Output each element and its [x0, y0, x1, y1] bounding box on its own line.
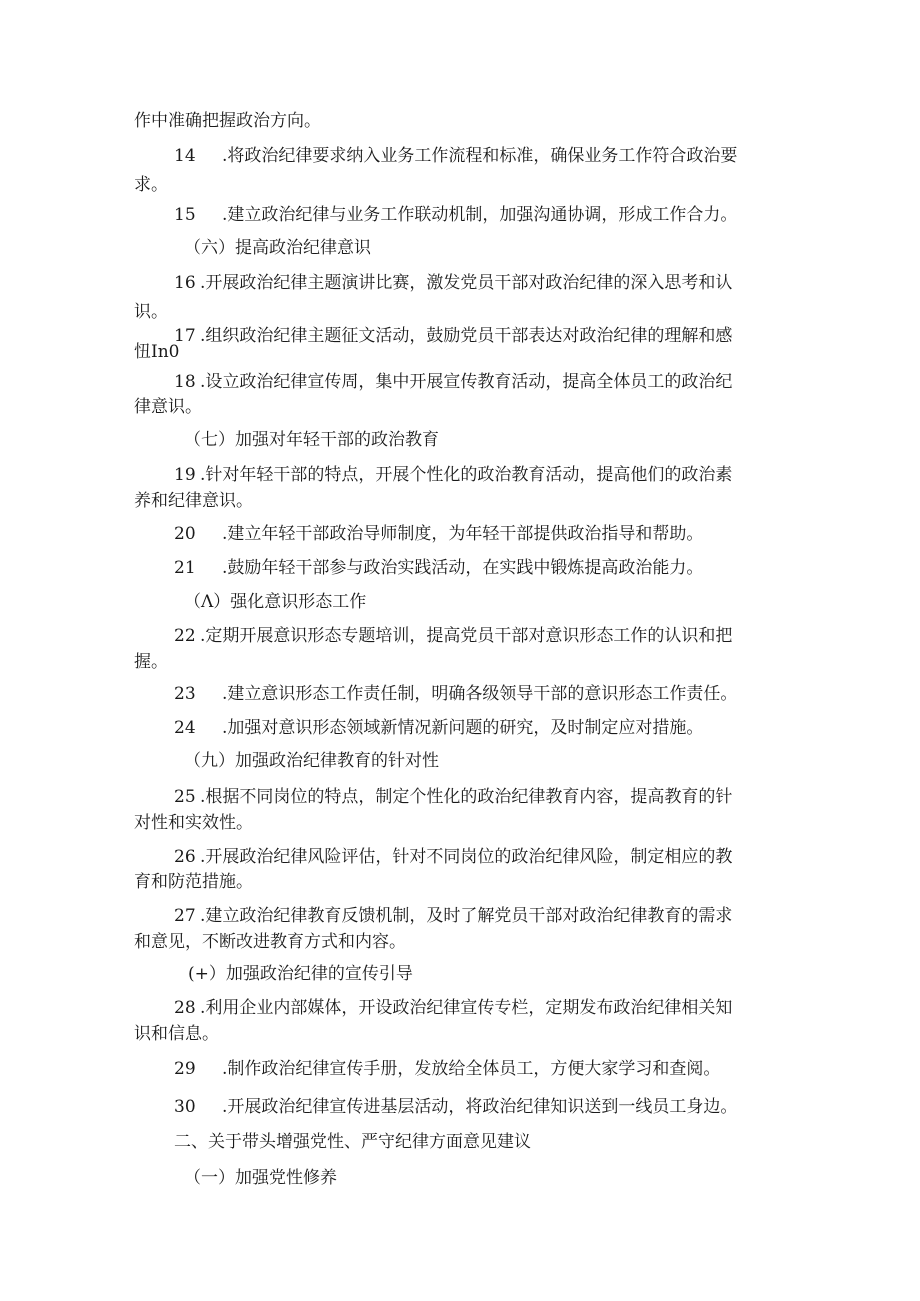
- text-line: [0, 808, 920, 838]
- item-text: .定期开展意识形态专题培训，提高党员干部对意识形态工作的认识和把: [200, 626, 733, 646]
- item-number: 28: [174, 998, 196, 1018]
- line-text: 律意识。: [134, 397, 202, 417]
- line-text: 识。: [134, 302, 168, 322]
- item-text: .开展政治纪律宣传进基层活动，将政治纪律知识送到一线员工身边。: [222, 1097, 738, 1117]
- list-item: [0, 1054, 920, 1084]
- item-number: 16: [174, 273, 196, 293]
- list-item: [0, 679, 920, 709]
- section-heading: [0, 425, 920, 455]
- text-line: [0, 1019, 920, 1049]
- text-line: [0, 647, 920, 677]
- line-text: 育和防范措施。: [134, 872, 253, 892]
- section-heading: [0, 587, 920, 617]
- item-text: .设立政治纪律宣传周，集中开展宣传教育活动，提高全体员工的政治纪: [200, 372, 733, 392]
- heading-text: （Λ）强化意识形态工作: [184, 592, 367, 612]
- line-text: 作中准确把握政治方向。: [134, 111, 321, 131]
- text-line: [0, 867, 920, 897]
- text-line: [0, 392, 920, 422]
- item-number: 30: [174, 1097, 196, 1117]
- line-text: 握。: [134, 652, 168, 672]
- item-text: .建立年轻干部政治导师制度，为年轻干部提供政治指导和帮助。: [222, 524, 704, 544]
- line-text: 对性和实效性。: [134, 813, 253, 833]
- item-number: 18: [174, 372, 196, 392]
- list-item: [0, 200, 920, 230]
- text-line: [0, 106, 920, 136]
- item-number: 17: [174, 326, 196, 346]
- item-number: 29: [174, 1059, 196, 1079]
- line-text: 和意见，不断改进教育方式和内容。: [134, 932, 406, 952]
- item-text: .组织政治纪律主题征文活动，鼓励党员干部表达对政治纪律的理解和感: [200, 326, 733, 346]
- list-item: [0, 519, 920, 549]
- list-item: [0, 141, 920, 171]
- line-text: 养和纪律意识。: [134, 491, 253, 511]
- item-text: .加强对意识形态领域新情况新问题的研究，及时制定应对措施。: [222, 718, 704, 738]
- item-text: .将政治纪律要求纳入业务工作流程和标准，确保业务工作符合政治要: [222, 146, 738, 166]
- item-number: 23: [174, 684, 196, 704]
- list-item: [0, 1092, 920, 1122]
- item-number: 19: [174, 465, 196, 485]
- list-item: [0, 268, 920, 298]
- section-heading: [0, 746, 920, 776]
- item-number: 24: [174, 718, 196, 738]
- heading-text: (+）加强政治纪律的宣传引导: [188, 964, 413, 984]
- heading-text: （七）加强对年轻干部的政治教育: [184, 430, 439, 450]
- text-line: [0, 170, 920, 200]
- chapter-heading: [0, 1127, 920, 1157]
- item-number: 26: [174, 847, 196, 867]
- section-heading: [0, 959, 920, 989]
- item-text: .开展政治纪律主题演讲比赛，激发党员干部对政治纪律的深入思考和认: [200, 273, 733, 293]
- text-line: [0, 927, 920, 957]
- line-text: 忸In0: [134, 342, 180, 362]
- section-heading: [0, 233, 920, 263]
- item-number: 21: [174, 558, 196, 578]
- item-text: .建立政治纪律教育反馈机制，及时了解党员干部对政治纪律教育的需求: [200, 906, 733, 926]
- item-number: 20: [174, 524, 196, 544]
- line-text: 识和信息。: [134, 1024, 219, 1044]
- heading-text: （一）加强党性修养: [184, 1168, 337, 1188]
- heading-text: （九）加强政治纪律教育的针对性: [184, 751, 439, 771]
- item-text: .根据不同岗位的特点，制定个性化的政治纪律教育内容，提高教育的针: [200, 787, 733, 807]
- item-text: .建立政治纪律与业务工作联动机制，加强沟通协调，形成工作合力。: [222, 205, 738, 225]
- text-line: [0, 337, 920, 367]
- list-item: [0, 713, 920, 743]
- item-number: 25: [174, 787, 196, 807]
- item-number: 14: [174, 146, 196, 166]
- item-number: 15: [174, 205, 196, 225]
- heading-text: 二、关于带头增强党性、严守纪律方面意见建议: [174, 1132, 531, 1152]
- item-number: 27: [174, 906, 196, 926]
- item-text: .制作政治纪律宣传手册，发放给全体员工，方便大家学习和查阅。: [222, 1059, 721, 1079]
- item-text: .针对年轻干部的特点，开展个性化的政治教育活动，提高他们的政治素: [200, 465, 733, 485]
- heading-text: （六）提高政治纪律意识: [184, 238, 371, 258]
- text-line: [0, 486, 920, 516]
- item-text: .鼓励年轻干部参与政治实践活动，在实践中锻炼提高政治能力。: [222, 558, 704, 578]
- item-text: .建立意识形态工作责任制，明确各级领导干部的意识形态工作责任。: [222, 684, 738, 704]
- section-heading: [0, 1163, 920, 1193]
- item-text: .开展政治纪律风险评估，针对不同岗位的政治纪律风险，制定相应的教: [200, 847, 733, 867]
- item-text: .利用企业内部媒体，开设政治纪律宣传专栏，定期发布政治纪律相关知: [200, 998, 733, 1018]
- list-item: [0, 553, 920, 583]
- line-text: 求。: [134, 175, 168, 195]
- item-number: 22: [174, 626, 196, 646]
